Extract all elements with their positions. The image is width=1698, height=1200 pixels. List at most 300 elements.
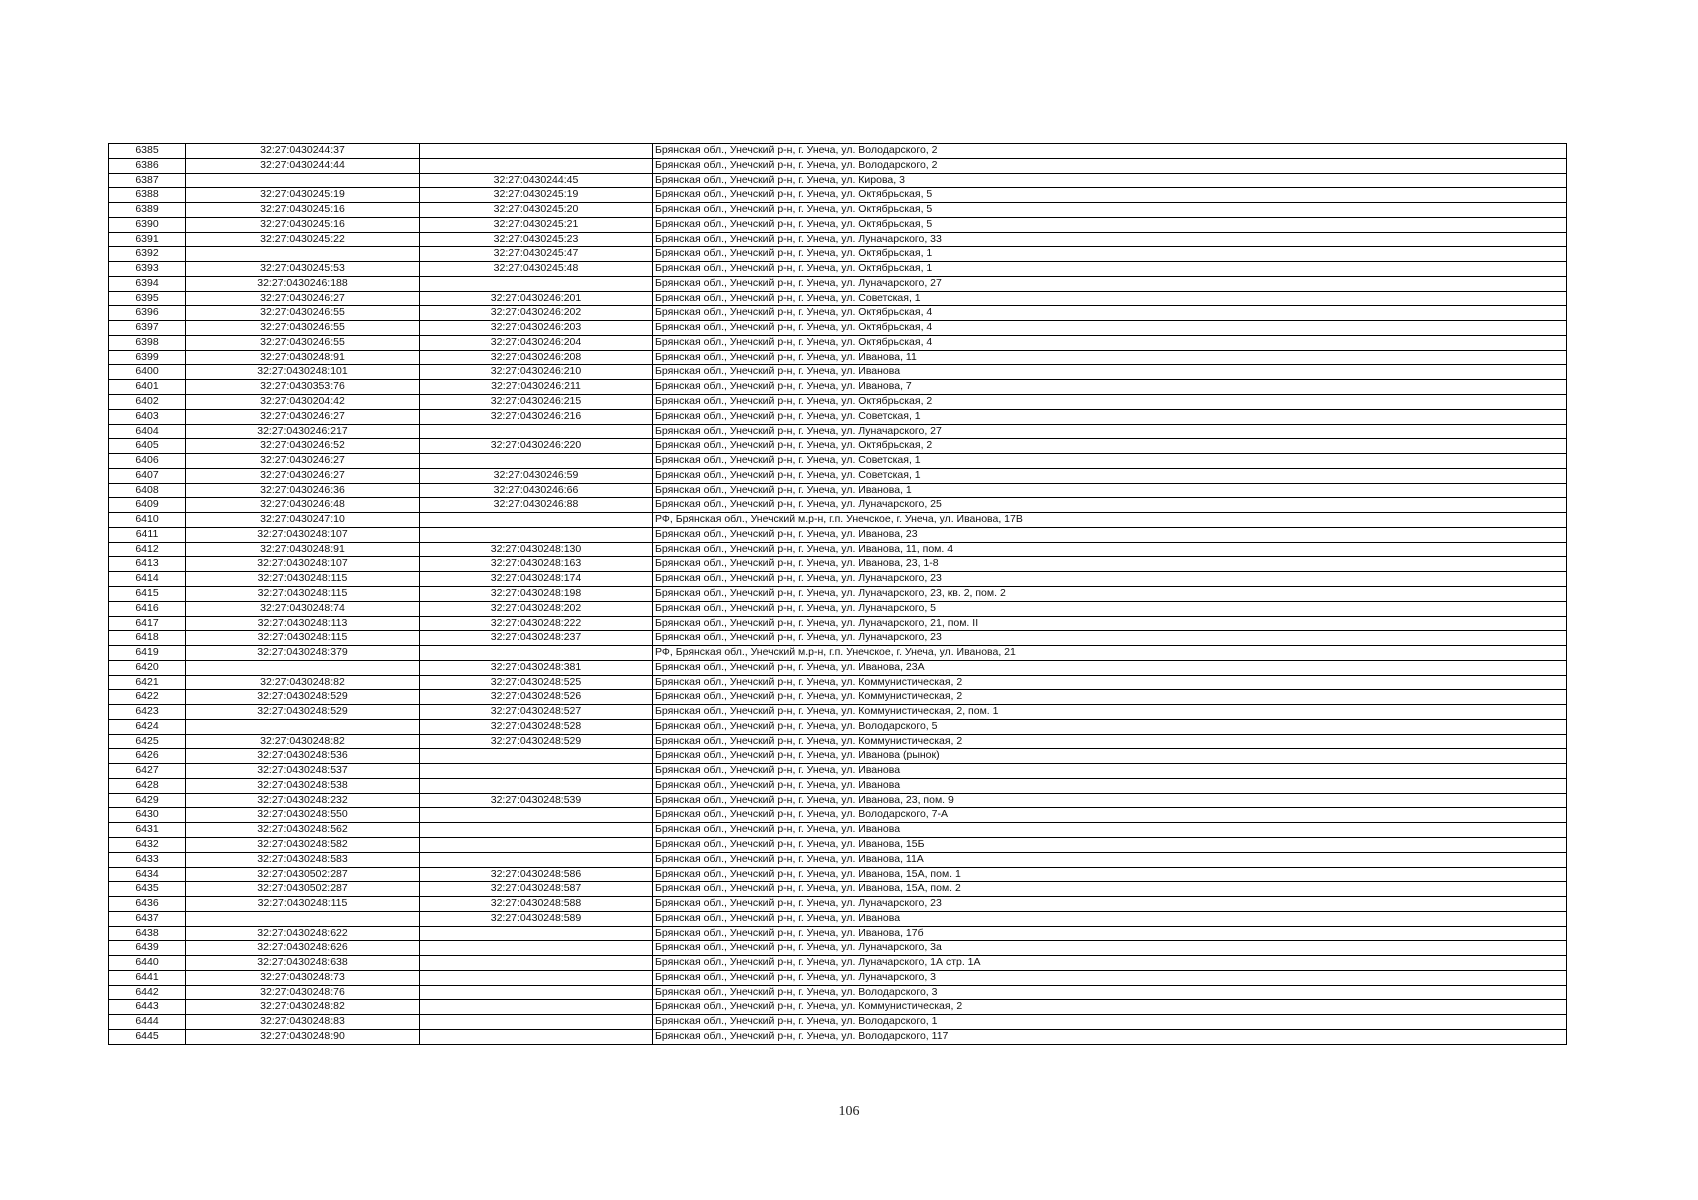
cell-row-number: 6411 xyxy=(109,527,186,542)
cell-object-cadastral-number: 32:27:0430248:526 xyxy=(420,690,653,705)
cell-row-number: 6412 xyxy=(109,542,186,557)
cell-address: Брянская обл., Унечский р-н, г. Унеча, ул. Коммунистическая, 2 xyxy=(653,734,1567,749)
cell-parcel-cadastral-number: 32:27:0430246:36 xyxy=(186,483,420,498)
cell-object-cadastral-number xyxy=(420,941,653,956)
cell-address: Брянская обл., Унечский р-н, г. Унеча, ул. Володарского, 2 xyxy=(653,144,1567,159)
cell-address: Брянская обл., Унечский р-н, г. Унеча, ул. Луначарского, 23 xyxy=(653,631,1567,646)
cell-object-cadastral-number: 32:27:0430248:198 xyxy=(420,586,653,601)
cell-row-number: 6433 xyxy=(109,852,186,867)
cell-row-number: 6401 xyxy=(109,380,186,395)
cell-address: Брянская обл., Унечский р-н, г. Унеча, ул. Иванова xyxy=(653,823,1567,838)
registry-table xyxy=(108,143,1567,1045)
cell-object-cadastral-number: 32:27:0430248:174 xyxy=(420,572,653,587)
cell-object-cadastral-number: 32:27:0430248:237 xyxy=(420,631,653,646)
cell-address: Брянская обл., Унечский р-н, г. Унеча, ул. Луначарского, 33 xyxy=(653,232,1567,247)
cell-address: Брянская обл., Унечский р-н, г. Унеча, ул. Володарского, 117 xyxy=(653,1029,1567,1044)
cell-parcel-cadastral-number: 32:27:0430248:83 xyxy=(186,1015,420,1030)
cell-address: Брянская обл., Унечский р-н, г. Унеча, ул. Володарского, 3 xyxy=(653,985,1567,1000)
cell-object-cadastral-number: 32:27:0430248:525 xyxy=(420,675,653,690)
cell-row-number: 6419 xyxy=(109,646,186,661)
cell-object-cadastral-number: 32:27:0430248:529 xyxy=(420,734,653,749)
table-row xyxy=(109,232,1567,247)
cell-parcel-cadastral-number: 32:27:0430248:74 xyxy=(186,601,420,616)
cell-row-number: 6439 xyxy=(109,941,186,956)
cell-address: Брянская обл., Унечский р-н, г. Унеча, ул. Коммунистическая, 2, пом. 1 xyxy=(653,705,1567,720)
cell-address: Брянская обл., Унечский р-н, г. Унеча, ул. Луначарского, 5 xyxy=(653,601,1567,616)
cell-row-number: 6431 xyxy=(109,823,186,838)
cell-parcel-cadastral-number: 32:27:0430248:529 xyxy=(186,690,420,705)
cell-object-cadastral-number: 32:27:0430245:23 xyxy=(420,232,653,247)
cell-parcel-cadastral-number: 32:27:0430248:73 xyxy=(186,970,420,985)
cell-object-cadastral-number: 32:27:0430246:201 xyxy=(420,291,653,306)
table-row xyxy=(109,144,1567,159)
cell-object-cadastral-number xyxy=(420,144,653,159)
cell-object-cadastral-number: 32:27:0430245:48 xyxy=(420,262,653,277)
cell-object-cadastral-number: 32:27:0430245:47 xyxy=(420,247,653,262)
cell-row-number: 6422 xyxy=(109,690,186,705)
cell-parcel-cadastral-number: 32:27:0430248:537 xyxy=(186,764,420,779)
table-row xyxy=(109,778,1567,793)
cell-object-cadastral-number: 32:27:0430248:586 xyxy=(420,867,653,882)
table-row xyxy=(109,646,1567,661)
cell-object-cadastral-number xyxy=(420,778,653,793)
cell-row-number: 6405 xyxy=(109,439,186,454)
cell-parcel-cadastral-number: 32:27:0430246:48 xyxy=(186,498,420,513)
cell-address: Брянская обл., Унечский р-н, г. Унеча, ул. Советская, 1 xyxy=(653,454,1567,469)
cell-parcel-cadastral-number: 32:27:0430248:101 xyxy=(186,365,420,380)
cell-object-cadastral-number xyxy=(420,749,653,764)
cell-parcel-cadastral-number: 32:27:0430502:287 xyxy=(186,882,420,897)
cell-object-cadastral-number: 32:27:0430248:589 xyxy=(420,911,653,926)
cell-parcel-cadastral-number: 32:27:0430246:27 xyxy=(186,468,420,483)
cell-parcel-cadastral-number: 32:27:0430248:91 xyxy=(186,350,420,365)
cell-object-cadastral-number: 32:27:0430246:220 xyxy=(420,439,653,454)
cell-object-cadastral-number xyxy=(420,276,653,291)
table-row xyxy=(109,941,1567,956)
cell-row-number: 6440 xyxy=(109,956,186,971)
cell-row-number: 6437 xyxy=(109,911,186,926)
cell-parcel-cadastral-number: 32:27:0430247:10 xyxy=(186,513,420,528)
cell-row-number: 6404 xyxy=(109,424,186,439)
cell-object-cadastral-number: 32:27:0430246:203 xyxy=(420,321,653,336)
cell-row-number: 6390 xyxy=(109,217,186,232)
cell-parcel-cadastral-number: 32:27:0430245:19 xyxy=(186,188,420,203)
table-row xyxy=(109,335,1567,350)
cell-row-number: 6393 xyxy=(109,262,186,277)
cell-parcel-cadastral-number: 32:27:0430245:22 xyxy=(186,232,420,247)
cell-object-cadastral-number xyxy=(420,513,653,528)
cell-parcel-cadastral-number: 32:27:0430246:27 xyxy=(186,291,420,306)
cell-object-cadastral-number: 32:27:0430248:381 xyxy=(420,660,653,675)
cell-address: Брянская обл., Унечский р-н, г. Унеча, ул. Иванова, 7 xyxy=(653,380,1567,395)
cell-object-cadastral-number: 32:27:0430248:130 xyxy=(420,542,653,557)
cell-parcel-cadastral-number: 32:27:0430248:113 xyxy=(186,616,420,631)
cell-parcel-cadastral-number: 32:27:0430246:188 xyxy=(186,276,420,291)
cell-parcel-cadastral-number: 32:27:0430248:583 xyxy=(186,852,420,867)
cell-row-number: 6387 xyxy=(109,173,186,188)
cell-address: Брянская обл., Унечский р-н, г. Унеча, ул. Луначарского, 27 xyxy=(653,424,1567,439)
cell-parcel-cadastral-number: 32:27:0430248:582 xyxy=(186,837,420,852)
table-row xyxy=(109,513,1567,528)
cell-parcel-cadastral-number xyxy=(186,247,420,262)
cell-row-number: 6442 xyxy=(109,985,186,1000)
cell-object-cadastral-number xyxy=(420,985,653,1000)
cell-row-number: 6388 xyxy=(109,188,186,203)
cell-address: Брянская обл., Унечский р-н, г. Унеча, ул. Октябрьская, 2 xyxy=(653,439,1567,454)
cell-address: Брянская обл., Унечский р-н, г. Унеча, ул. Октябрьская, 5 xyxy=(653,188,1567,203)
cell-row-number: 6403 xyxy=(109,409,186,424)
cell-row-number: 6435 xyxy=(109,882,186,897)
table-row xyxy=(109,350,1567,365)
cell-parcel-cadastral-number: 32:27:0430246:55 xyxy=(186,306,420,321)
table-row xyxy=(109,911,1567,926)
cell-address: Брянская обл., Унечский р-н, г. Унеча, ул. Кирова, 3 xyxy=(653,173,1567,188)
table-row xyxy=(109,601,1567,616)
cell-row-number: 6407 xyxy=(109,468,186,483)
cell-row-number: 6445 xyxy=(109,1029,186,1044)
cell-object-cadastral-number: 32:27:0430248:163 xyxy=(420,557,653,572)
table-row xyxy=(109,793,1567,808)
table-row xyxy=(109,276,1567,291)
cell-row-number: 6426 xyxy=(109,749,186,764)
cell-address: Брянская обл., Унечский р-н, г. Унеча, ул. Иванова, 1 xyxy=(653,483,1567,498)
cell-address: Брянская обл., Унечский р-н, г. Унеча, ул. Иванова, 23 xyxy=(653,527,1567,542)
table-row xyxy=(109,483,1567,498)
cell-row-number: 6399 xyxy=(109,350,186,365)
cell-address: Брянская обл., Унечский р-н, г. Унеча, ул. Иванова xyxy=(653,778,1567,793)
table-row xyxy=(109,852,1567,867)
cell-address: Брянская обл., Унечский р-н, г. Унеча, ул. Советская, 1 xyxy=(653,291,1567,306)
cell-row-number: 6392 xyxy=(109,247,186,262)
cell-parcel-cadastral-number: 32:27:0430248:550 xyxy=(186,808,420,823)
cell-address: Брянская обл., Унечский р-н, г. Унеча, ул. Советская, 1 xyxy=(653,468,1567,483)
cell-object-cadastral-number xyxy=(420,1000,653,1015)
cell-row-number: 6409 xyxy=(109,498,186,513)
table-row xyxy=(109,542,1567,557)
cell-address: Брянская обл., Унечский р-н, г. Унеча, ул. Октябрьская, 4 xyxy=(653,321,1567,336)
cell-address: Брянская обл., Унечский р-н, г. Унеча, ул. Луначарского, 3 xyxy=(653,970,1567,985)
cell-parcel-cadastral-number: 32:27:0430502:287 xyxy=(186,867,420,882)
table-row xyxy=(109,527,1567,542)
cell-row-number: 6425 xyxy=(109,734,186,749)
cell-parcel-cadastral-number: 32:27:0430246:52 xyxy=(186,439,420,454)
cell-row-number: 6413 xyxy=(109,557,186,572)
cell-parcel-cadastral-number: 32:27:0430248:115 xyxy=(186,572,420,587)
table-row xyxy=(109,956,1567,971)
cell-object-cadastral-number: 32:27:0430248:539 xyxy=(420,793,653,808)
cell-parcel-cadastral-number: 32:27:0430248:536 xyxy=(186,749,420,764)
cell-address: Брянская обл., Унечский р-н, г. Унеча, ул. Октябрьская, 1 xyxy=(653,247,1567,262)
cell-parcel-cadastral-number: 32:27:0430248:82 xyxy=(186,734,420,749)
cell-row-number: 6402 xyxy=(109,395,186,410)
cell-parcel-cadastral-number: 32:27:0430248:76 xyxy=(186,985,420,1000)
cell-row-number: 6427 xyxy=(109,764,186,779)
cell-address: Брянская обл., Унечский р-н, г. Унеча, ул. Коммунистическая, 2 xyxy=(653,1000,1567,1015)
cell-object-cadastral-number: 32:27:0430244:45 xyxy=(420,173,653,188)
cell-address: Брянская обл., Унечский р-н, г. Унеча, ул. Коммунистическая, 2 xyxy=(653,690,1567,705)
cell-object-cadastral-number xyxy=(420,823,653,838)
cell-address: Брянская обл., Унечский р-н, г. Унеча, ул. Луначарского, 1А стр. 1А xyxy=(653,956,1567,971)
cell-address: Брянская обл., Унечский р-н, г. Унеча, ул. Луначарского, 25 xyxy=(653,498,1567,513)
table-row xyxy=(109,454,1567,469)
table-row xyxy=(109,764,1567,779)
table-row xyxy=(109,158,1567,173)
cell-row-number: 6424 xyxy=(109,719,186,734)
cell-row-number: 6415 xyxy=(109,586,186,601)
cell-parcel-cadastral-number: 32:27:0430248:562 xyxy=(186,823,420,838)
cell-parcel-cadastral-number: 32:27:0430248:529 xyxy=(186,705,420,720)
cell-parcel-cadastral-number: 32:27:0430248:232 xyxy=(186,793,420,808)
cell-row-number: 6396 xyxy=(109,306,186,321)
cell-parcel-cadastral-number: 32:27:0430248:622 xyxy=(186,926,420,941)
table-row xyxy=(109,586,1567,601)
table-row xyxy=(109,468,1567,483)
cell-parcel-cadastral-number: 32:27:0430204:42 xyxy=(186,395,420,410)
cell-parcel-cadastral-number: 32:27:0430248:379 xyxy=(186,646,420,661)
cell-parcel-cadastral-number: 32:27:0430248:107 xyxy=(186,557,420,572)
table-row xyxy=(109,926,1567,941)
cell-address: Брянская обл., Унечский р-н, г. Унеча, ул. Луначарского, 23, кв. 2, пом. 2 xyxy=(653,586,1567,601)
table-row xyxy=(109,1029,1567,1044)
table-row xyxy=(109,970,1567,985)
cell-parcel-cadastral-number: 32:27:0430246:55 xyxy=(186,335,420,350)
cell-object-cadastral-number xyxy=(420,646,653,661)
cell-parcel-cadastral-number: 32:27:0430248:82 xyxy=(186,1000,420,1015)
cell-address: Брянская обл., Унечский р-н, г. Унеча, ул. Иванова xyxy=(653,764,1567,779)
cell-address: Брянская обл., Унечский р-н, г. Унеча, ул. Коммунистическая, 2 xyxy=(653,675,1567,690)
cell-row-number: 6428 xyxy=(109,778,186,793)
cell-object-cadastral-number: 32:27:0430248:527 xyxy=(420,705,653,720)
cell-object-cadastral-number: 32:27:0430246:66 xyxy=(420,483,653,498)
cell-row-number: 6430 xyxy=(109,808,186,823)
cell-address: Брянская обл., Унечский р-н, г. Унеча, ул. Володарского, 1 xyxy=(653,1015,1567,1030)
table-row xyxy=(109,188,1567,203)
cell-address: Брянская обл., Унечский р-н, г. Унеча, ул. Володарского, 7-А xyxy=(653,808,1567,823)
cell-address: Брянская обл., Унечский р-н, г. Унеча, ул. Луначарского, 21, пом. II xyxy=(653,616,1567,631)
table-row xyxy=(109,823,1567,838)
cell-address: Брянская обл., Унечский р-н, г. Унеча, ул. Октябрьская, 2 xyxy=(653,395,1567,410)
cell-row-number: 6385 xyxy=(109,144,186,159)
cell-address: РФ, Брянская обл., Унечский м.р-н, г.п. Унечское, г. Унеча, ул. Иванова, 17В xyxy=(653,513,1567,528)
cell-parcel-cadastral-number: 32:27:0430248:115 xyxy=(186,586,420,601)
cell-address: Брянская обл., Унечский р-н, г. Унеча, ул. Иванова, 11 xyxy=(653,350,1567,365)
cell-parcel-cadastral-number: 32:27:0430246:27 xyxy=(186,454,420,469)
table-row xyxy=(109,867,1567,882)
cell-parcel-cadastral-number: 32:27:0430248:107 xyxy=(186,527,420,542)
cell-object-cadastral-number xyxy=(420,956,653,971)
table-row xyxy=(109,424,1567,439)
table-row xyxy=(109,808,1567,823)
cell-address: Брянская обл., Унечский р-н, г. Унеча, ул. Советская, 1 xyxy=(653,409,1567,424)
cell-address: Брянская обл., Унечский р-н, г. Унеча, ул. Луначарского, 3а xyxy=(653,941,1567,956)
cell-object-cadastral-number: 32:27:0430248:588 xyxy=(420,897,653,912)
table-row xyxy=(109,675,1567,690)
cell-parcel-cadastral-number xyxy=(186,173,420,188)
table-row xyxy=(109,616,1567,631)
cell-address: Брянская обл., Унечский р-н, г. Унеча, ул. Иванова xyxy=(653,911,1567,926)
cell-object-cadastral-number xyxy=(420,852,653,867)
table-row xyxy=(109,306,1567,321)
cell-row-number: 6441 xyxy=(109,970,186,985)
cell-object-cadastral-number xyxy=(420,970,653,985)
table-row xyxy=(109,439,1567,454)
cell-address: Брянская обл., Унечский р-н, г. Унеча, ул. Октябрьская, 4 xyxy=(653,335,1567,350)
cell-row-number: 6394 xyxy=(109,276,186,291)
cell-parcel-cadastral-number: 32:27:0430246:217 xyxy=(186,424,420,439)
cell-parcel-cadastral-number: 32:27:0430248:626 xyxy=(186,941,420,956)
cell-row-number: 6386 xyxy=(109,158,186,173)
table-row xyxy=(109,631,1567,646)
cell-row-number: 6443 xyxy=(109,1000,186,1015)
cell-row-number: 6423 xyxy=(109,705,186,720)
cell-parcel-cadastral-number: 32:27:0430246:27 xyxy=(186,409,420,424)
cell-address: Брянская обл., Унечский р-н, г. Унеча, ул. Октябрьская, 1 xyxy=(653,262,1567,277)
cell-row-number: 6436 xyxy=(109,897,186,912)
cell-parcel-cadastral-number: 32:27:0430248:115 xyxy=(186,631,420,646)
page-number: 106 xyxy=(838,1104,860,1119)
table-row xyxy=(109,734,1567,749)
table-row xyxy=(109,749,1567,764)
cell-object-cadastral-number xyxy=(420,1015,653,1030)
cell-row-number: 6418 xyxy=(109,631,186,646)
cell-address: Брянская обл., Унечский р-н, г. Унеча, ул. Октябрьская, 5 xyxy=(653,203,1567,218)
table-row xyxy=(109,498,1567,513)
cell-row-number: 6406 xyxy=(109,454,186,469)
cell-row-number: 6400 xyxy=(109,365,186,380)
cell-object-cadastral-number: 32:27:0430246:210 xyxy=(420,365,653,380)
cell-row-number: 6434 xyxy=(109,867,186,882)
table-row xyxy=(109,897,1567,912)
table-row xyxy=(109,380,1567,395)
table-row xyxy=(109,395,1567,410)
cell-address: Брянская обл., Унечский р-н, г. Унеча, ул. Луначарского, 23 xyxy=(653,897,1567,912)
table-row xyxy=(109,247,1567,262)
cell-address: Брянская обл., Унечский р-н, г. Унеча, ул. Иванова, 15Б xyxy=(653,837,1567,852)
cell-object-cadastral-number: 32:27:0430248:202 xyxy=(420,601,653,616)
table-row xyxy=(109,203,1567,218)
cell-row-number: 6438 xyxy=(109,926,186,941)
registry-table-body xyxy=(109,144,1567,1045)
cell-parcel-cadastral-number: 32:27:0430353:76 xyxy=(186,380,420,395)
cell-row-number: 6421 xyxy=(109,675,186,690)
table-row xyxy=(109,660,1567,675)
table-row xyxy=(109,173,1567,188)
table-row xyxy=(109,705,1567,720)
cell-address: Брянская обл., Унечский р-н, г. Унеча, ул. Иванова, 17б xyxy=(653,926,1567,941)
cell-row-number: 6408 xyxy=(109,483,186,498)
cell-object-cadastral-number: 32:27:0430245:21 xyxy=(420,217,653,232)
cell-object-cadastral-number: 32:27:0430246:211 xyxy=(420,380,653,395)
table-row xyxy=(109,1000,1567,1015)
cell-parcel-cadastral-number: 32:27:0430246:55 xyxy=(186,321,420,336)
cell-object-cadastral-number xyxy=(420,424,653,439)
cell-address: Брянская обл., Унечский р-н, г. Унеча, ул. Володарского, 2 xyxy=(653,158,1567,173)
cell-parcel-cadastral-number: 32:27:0430248:115 xyxy=(186,897,420,912)
cell-parcel-cadastral-number: 32:27:0430248:638 xyxy=(186,956,420,971)
cell-object-cadastral-number: 32:27:0430248:587 xyxy=(420,882,653,897)
cell-parcel-cadastral-number: 32:27:0430245:16 xyxy=(186,203,420,218)
cell-row-number: 6416 xyxy=(109,601,186,616)
cell-address: Брянская обл., Унечский р-н, г. Унеча, ул. Иванова, 15А, пом. 2 xyxy=(653,882,1567,897)
cell-address: РФ, Брянская обл., Унечский м.р-н, г.п. Унечское, г. Унеча, ул. Иванова, 21 xyxy=(653,646,1567,661)
cell-address: Брянская обл., Унечский р-н, г. Унеча, ул. Иванова (рынок) xyxy=(653,749,1567,764)
cell-parcel-cadastral-number: 32:27:0430245:16 xyxy=(186,217,420,232)
cell-address: Брянская обл., Унечский р-н, г. Унеча, ул. Иванова, 15А, пом. 1 xyxy=(653,867,1567,882)
table-row xyxy=(109,217,1567,232)
table-row xyxy=(109,321,1567,336)
cell-row-number: 6429 xyxy=(109,793,186,808)
cell-address: Брянская обл., Унечский р-н, г. Унеча, ул. Иванова xyxy=(653,365,1567,380)
cell-row-number: 6432 xyxy=(109,837,186,852)
cell-address: Брянская обл., Унечский р-н, г. Унеча, ул. Луначарского, 27 xyxy=(653,276,1567,291)
cell-parcel-cadastral-number: 32:27:0430248:91 xyxy=(186,542,420,557)
cell-object-cadastral-number xyxy=(420,926,653,941)
cell-row-number: 6395 xyxy=(109,291,186,306)
cell-address: Брянская обл., Унечский р-н, г. Унеча, ул. Иванова, 11А xyxy=(653,852,1567,867)
cell-address: Брянская обл., Унечский р-н, г. Унеча, ул. Луначарского, 23 xyxy=(653,572,1567,587)
cell-parcel-cadastral-number xyxy=(186,719,420,734)
cell-address: Брянская обл., Унечский р-н, г. Унеча, ул. Иванова, 23А xyxy=(653,660,1567,675)
table-row xyxy=(109,985,1567,1000)
cell-parcel-cadastral-number: 32:27:0430245:53 xyxy=(186,262,420,277)
cell-object-cadastral-number xyxy=(420,808,653,823)
cell-object-cadastral-number: 32:27:0430246:204 xyxy=(420,335,653,350)
table-row xyxy=(109,291,1567,306)
cell-row-number: 6391 xyxy=(109,232,186,247)
table-row xyxy=(109,882,1567,897)
cell-row-number: 6389 xyxy=(109,203,186,218)
cell-address: Брянская обл., Унечский р-н, г. Унеча, ул. Иванова, 23, пом. 9 xyxy=(653,793,1567,808)
cell-object-cadastral-number: 32:27:0430246:215 xyxy=(420,395,653,410)
table-row xyxy=(109,1015,1567,1030)
cell-object-cadastral-number xyxy=(420,764,653,779)
cell-parcel-cadastral-number: 32:27:0430244:44 xyxy=(186,158,420,173)
table-row xyxy=(109,719,1567,734)
cell-object-cadastral-number: 32:27:0430246:59 xyxy=(420,468,653,483)
cell-row-number: 6410 xyxy=(109,513,186,528)
cell-row-number: 6417 xyxy=(109,616,186,631)
cell-object-cadastral-number: 32:27:0430248:222 xyxy=(420,616,653,631)
cell-object-cadastral-number xyxy=(420,837,653,852)
cell-parcel-cadastral-number: 32:27:0430244:37 xyxy=(186,144,420,159)
cell-parcel-cadastral-number: 32:27:0430248:82 xyxy=(186,675,420,690)
table-row xyxy=(109,409,1567,424)
cell-object-cadastral-number: 32:27:0430245:20 xyxy=(420,203,653,218)
cell-address: Брянская обл., Унечский р-н, г. Унеча, ул. Володарского, 5 xyxy=(653,719,1567,734)
cell-object-cadastral-number: 32:27:0430246:216 xyxy=(420,409,653,424)
table-row xyxy=(109,365,1567,380)
cell-row-number: 6444 xyxy=(109,1015,186,1030)
table-row xyxy=(109,557,1567,572)
cell-row-number: 6397 xyxy=(109,321,186,336)
cell-parcel-cadastral-number xyxy=(186,660,420,675)
cell-object-cadastral-number: 32:27:0430246:208 xyxy=(420,350,653,365)
cell-object-cadastral-number xyxy=(420,454,653,469)
cell-object-cadastral-number: 32:27:0430245:19 xyxy=(420,188,653,203)
cell-object-cadastral-number: 32:27:0430248:528 xyxy=(420,719,653,734)
cell-object-cadastral-number xyxy=(420,527,653,542)
cell-object-cadastral-number: 32:27:0430246:88 xyxy=(420,498,653,513)
cell-address: Брянская обл., Унечский р-н, г. Унеча, ул. Иванова, 11, пом. 4 xyxy=(653,542,1567,557)
cell-object-cadastral-number xyxy=(420,1029,653,1044)
cell-row-number: 6420 xyxy=(109,660,186,675)
cell-object-cadastral-number: 32:27:0430246:202 xyxy=(420,306,653,321)
table-row xyxy=(109,837,1567,852)
cell-row-number: 6414 xyxy=(109,572,186,587)
cell-parcel-cadastral-number xyxy=(186,911,420,926)
cell-address: Брянская обл., Унечский р-н, г. Унеча, ул. Иванова, 23, 1-8 xyxy=(653,557,1567,572)
cell-parcel-cadastral-number: 32:27:0430248:90 xyxy=(186,1029,420,1044)
